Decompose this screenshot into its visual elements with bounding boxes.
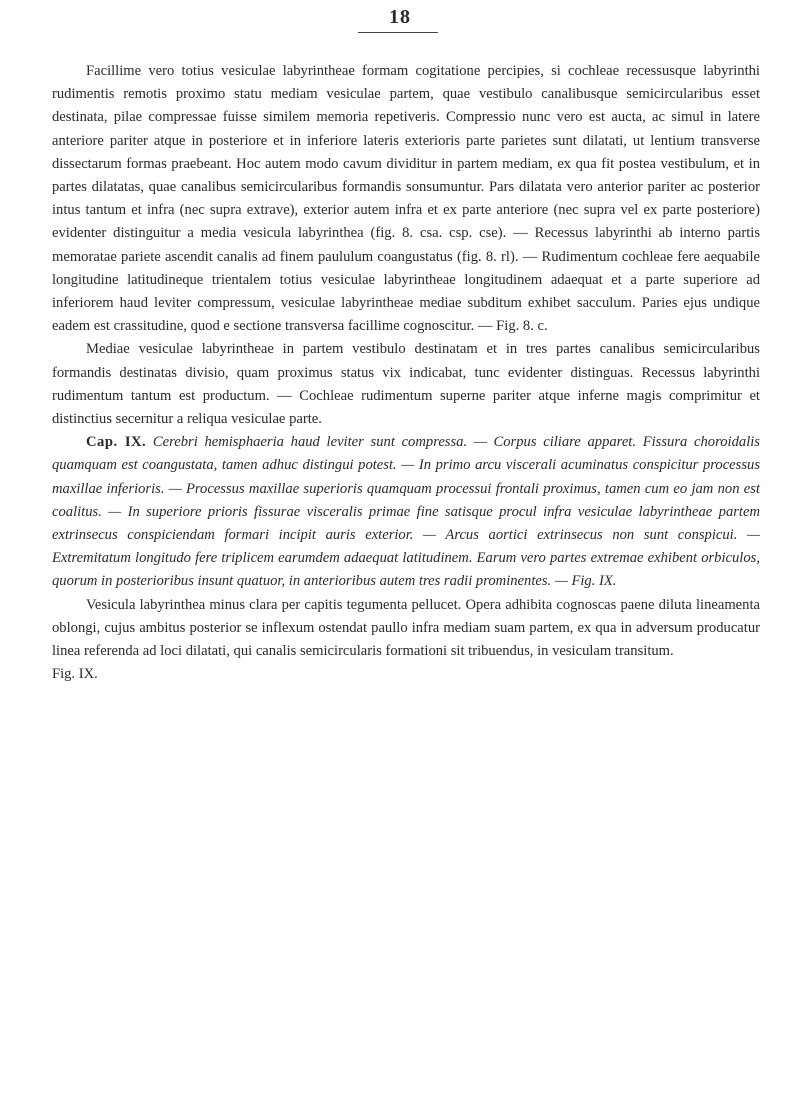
paragraph-3: [52, 431, 760, 593]
paragraph-2: Mediae vesiculae labyrintheae in partem vestibulo destinatam et in tres partes canalibus semicircularibus formandis destinatas divisio, quam proximus status vix indicabat, tunc evidenter distinguas. Recessus labyrinthi rudimentum tantum est productum. — Cochleae rudimentum superne pariter atque inferne magis comprimitur et distinctius secernitur a reliqua vesiculae parte.: [52, 341, 760, 428]
page-number: 18: [389, 6, 411, 28]
chapter-summary: Cerebri hemisphaeria haud leviter sunt compressa. — Corpus ciliare apparet. Fissura choroidalis quamquam est coangustata, tamen adhuc distingui potest. — In primo arcu viscerali acuminatus conspicitur processus maxillae inferioris. — Processus maxillae superioris quamquam processui frontali proximus, tamen cum eo jam non est coalitus. — In superiore prioris fissurae visceralis primae fine satisque procul infra vesiculae labyrintheae partem extrinsecus conspiciendam formari incipit auris exterior. — Arcus aortici extrinsecus non sunt conspicui. — Extremitatum longitudo fere triplicem earumdem adaequat latitudinem. Earum vero partes extremae exhibent orbiculos, quorum in posterioribus insunt quatuor, in anterioribus autem tres radii prominentes. — Fig. IX.: [52, 434, 760, 590]
paragraph-4: Vesicula labyrinthea minus clara per capitis tegumenta pellucet. Opera adhibita cognoscas paene diluta lineamenta oblongi, cujus ambitus posterior se inflexum ostendat paullo infra mediam suam partem, ex qua in adversum producatur linea referenda ad loci dilatati, qui canalis semicircularis formationi sit tribuendus, in vesiculam transitum.: [52, 596, 760, 660]
header-rule: [358, 32, 438, 33]
figure-reference: Fig. IX.: [52, 666, 98, 683]
paragraph-1: Facillime vero totius vesiculae labyrintheae formam cogitatione percipies, si cochleae recessusque labyrinthi rudimentis remotis proximo statu mediam vesiculae partem, quae vestibulo canalibusque semicircularibus esset destinata, pilae compressae fuisse similem memoria repetiveris. Compressio nunc vero est aucta, ac simul in latere anteriore pariter atque in posteriore et in inferiore lateris exterioris parte parietes sunt dilatati, ut lentium transverse dissectarum formas praebeant. Hoc autem modo cavum dividitur in partem mediam, ex qua fit postea vestibulum, et in partes dilatatas, quae canalibus semicircularibus formandis sonsumuntur. Pars dilatata vero anterior pariter ac posterior intus tantum et infra (nec supra extrave), exterior autem infra et ex parte anteriore (nec supra vel ex parte posteriore) evidenter distinguitur a media vesicula labyrinthea (fig. 8. csa. csp. cse). — Recessus labyrinthi ab interno partis memoratae pariete ascendit canalis ad finem paululum coangustatus (fig. 8. rl). — Rudimentum cochleae fere aequabile longitudine latitudineque trientalem totius vesiculae labyrintheae longitudinem adaequat et a parte superiore ad inferiorem haud leviter compressum, vesiculae labyrintheae mediae subditum exhibet sacculum. Paries ejus undique eadem est crassitudine, quod e sectione transversa facillime cognoscitur. — Fig. 8. c.: [52, 63, 760, 335]
chapter-heading: Cap. IX.: [86, 434, 147, 451]
body-text: [52, 60, 760, 686]
